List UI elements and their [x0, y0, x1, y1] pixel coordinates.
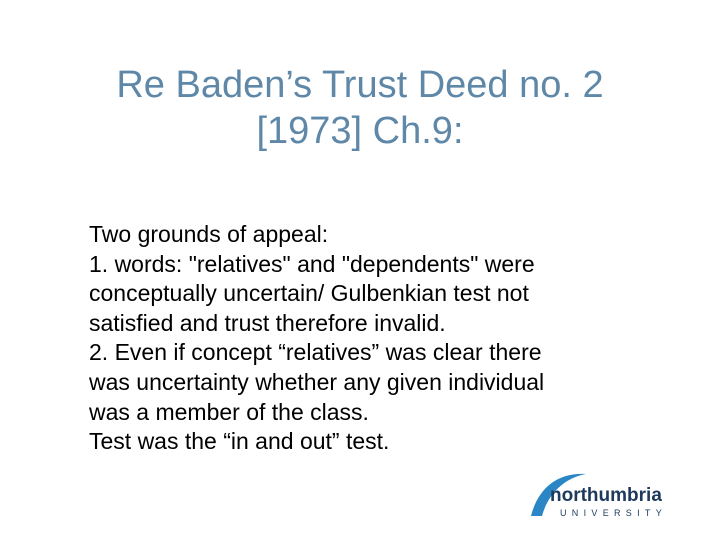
logo-name: northumbria [550, 485, 662, 506]
body-line: was a member of the class. [89, 398, 369, 425]
body-line: Test was the “in and out” test. [89, 428, 390, 455]
slide-body [89, 220, 689, 457]
slide-title [30, 62, 690, 154]
logo-graphic [528, 466, 688, 526]
body-line: Two grounds of appeal: [89, 221, 329, 247]
body-line: satisfied and trust therefore invalid. [89, 309, 446, 336]
slide-title-line: Re Baden’s Trust Deed no. 2 [116, 64, 604, 106]
body-line: was uncertainty whether any given individual [89, 368, 545, 395]
northumbria-logo [528, 466, 688, 526]
logo-subtitle: UNIVERSITY [560, 508, 668, 518]
body-line: 2. Even if concept “relatives” was clear there [89, 339, 542, 366]
body-line: 1. words: "relatives" and "dependents" were [89, 250, 535, 277]
body-line: conceptually uncertain/ Gulbenkian test not [89, 280, 529, 307]
slide-title-line: [1973] Ch.9: [256, 110, 464, 152]
